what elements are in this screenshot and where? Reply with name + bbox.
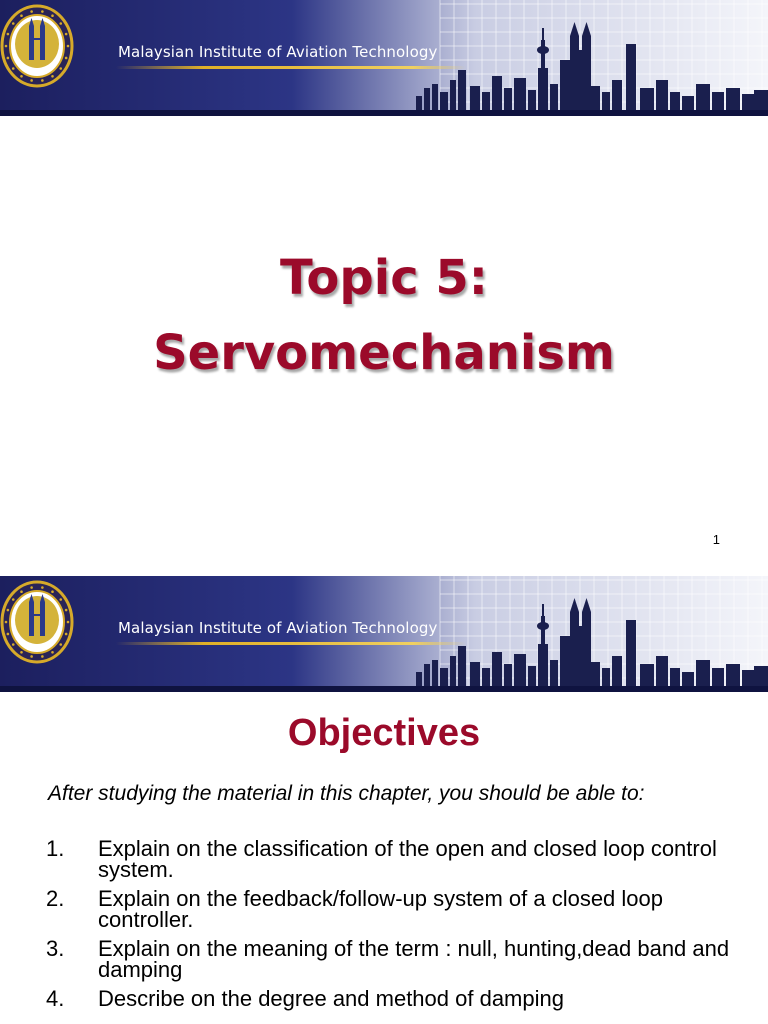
objective-text: Explain on the feedback/follow-up system of a closed loop controller. <box>98 886 663 932</box>
objective-item <box>46 888 746 930</box>
university-logo <box>0 0 74 88</box>
institution-name: Malaysian Institute of Aviation Technology <box>118 43 438 61</box>
objective-item <box>46 938 746 980</box>
objectives-heading: Objectives <box>287 712 481 754</box>
objective-text: Explain on the meaning of the term : null, hunting,dead band and damping <box>98 936 730 982</box>
page-number: 1 <box>712 532 720 547</box>
header-banner <box>0 0 768 116</box>
header-banner <box>0 576 768 692</box>
objective-number: 3. <box>46 936 65 961</box>
objective-item <box>46 838 746 880</box>
institution-name: Malaysian Institute of Aviation Technology <box>118 619 438 637</box>
gold-swoosh <box>116 642 466 645</box>
objectives-list <box>46 838 746 1017</box>
objective-number: 4. <box>46 986 65 1011</box>
objective-number: 2. <box>46 886 65 911</box>
objective-item <box>46 988 746 1009</box>
objectives-intro: After studying the material in this chapter, you should be able to: <box>48 782 645 805</box>
objective-number: 1. <box>46 836 65 861</box>
slide-title-line1: Topic 5: <box>280 250 488 306</box>
objective-text: Describe on the degree and method of damping <box>98 986 564 1011</box>
slide-2 <box>0 576 768 1024</box>
slide-title-line2: Servomechanism <box>153 325 615 381</box>
objective-text: Explain on the classification of the open and closed loop control system. <box>98 836 717 882</box>
gold-swoosh <box>116 66 466 69</box>
university-logo <box>0 576 74 664</box>
